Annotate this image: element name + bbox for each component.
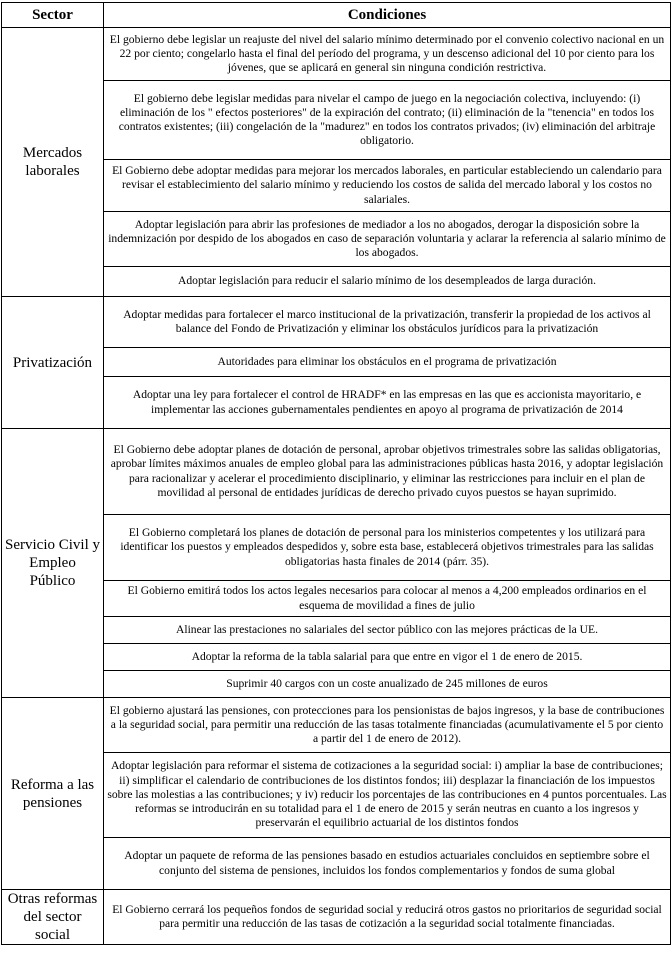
condition-cell: El Gobierno cerrará los pequeños fondos de seguridad social y reducirá otros gastos no prioritarios de seguridad social para permitir una reducción de las tasas de cotización a la seguridad social totalmente financiadas.	[104, 890, 671, 945]
table-row	[2, 429, 671, 515]
condition-cell: El Gobierno debe adoptar planes de dotación de personal, aprobar objetivos trimestrales sobre las salidas obligatorias, aprobar límites máximos anuales de empleo global para las administraciones públicas hasta 2016, y adoptar legislación para racionalizar y acelerar el procedimiento disciplinario, y eliminar las restricciones para incluir en el plan de movilidad al personal de entidades jurídicas de derecho privado cuyos puestos se hayan suprimido.	[104, 429, 671, 515]
table-row	[2, 297, 671, 348]
condition-cell: El Gobierno completará los planes de dotación de personal para los ministerios competentes y los utilizará para identificar los puestos y empleados despedidos y, sobre esta base, establecerá objetivos trimestrales para las salidas obligatorias hasta finales de 2014 (párr. 35).	[104, 515, 671, 581]
table-row	[2, 698, 671, 753]
header-sector: Sector	[2, 3, 104, 28]
table-row	[2, 890, 671, 945]
condition-cell: Adoptar un paquete de reforma de las pensiones basado en estudios actuariales concluidos en septiembre sobre el conjunto del sistema de pensiones, incluidos los fondos complementarios y fondos de suma global	[104, 838, 671, 890]
condition-cell: Adoptar legislación para abrir las profesiones de mediador a los no abogados, derogar la disposición sobre la indemnización por despido de los abogados en caso de separación voluntaria y aclarar la referencia al salario mínimo de los abogados.	[104, 212, 671, 267]
condition-cell: El gobierno ajustará las pensiones, con protecciones para los pensionistas de bajos ingresos, y la base de contribuciones a la seguridad social, para permitir una reducción de las tasas totalmente financiadas (acumulativamente el 5 por ciento a partir del 1 de enero de 2012).	[104, 698, 671, 753]
table-row	[2, 28, 671, 81]
table-header-row	[2, 3, 671, 28]
condition-cell: Adoptar legislación para reducir el salario mínimo de los desempleados de larga duración.	[104, 267, 671, 297]
conditions-table	[1, 2, 671, 945]
condition-cell: El gobierno debe legislar un reajuste del nivel del salario mínimo determinado por el convenio colectivo nacional en un 22 por ciento; congelarlo hasta el final del período del programa, y un descenso adicional del 10 por ciento para los jóvenes, que se aplicará en general sin ninguna condición restrictiva.	[104, 28, 671, 81]
condition-cell: Autoridades para eliminar los obstáculos en el programa de privatización	[104, 348, 671, 377]
condition-cell: Adoptar medidas para fortalecer el marco institucional de la privatización, transferir la propiedad de los activos al balance del Fondo de Privatización y eliminar los obstáculos jurídicos para la privatización	[104, 297, 671, 348]
sector-cell-pension-reform: Reforma a las pensiones	[2, 698, 104, 890]
condition-cell: Adoptar la reforma de la tabla salarial para que entre en vigor el 1 de enero de 2015.	[104, 644, 671, 671]
sector-cell-civil-service: Servicio Civil y Empleo Público	[2, 429, 104, 698]
sector-cell-other-social-reforms: Otras reformas del sector social	[2, 890, 104, 945]
condition-cell: El Gobierno emitirá todos los actos legales necesarios para colocar al menos a 4,200 empleados ordinarios en el esquema de movilidad a fines de julio	[104, 581, 671, 617]
sector-cell-privatization: Privatización	[2, 297, 104, 429]
header-conditions: Condiciones	[104, 3, 671, 28]
condition-cell: El Gobierno debe adoptar medidas para mejorar los mercados laborales, en particular estableciendo un calendario para revisar el establecimiento del salario mínimo y reduciendo los costos de salida del mercado laboral y los costos no salariales.	[104, 160, 671, 212]
condition-cell: El gobierno debe legislar medidas para nivelar el campo de juego en la negociación colectiva, incluyendo: (i) eliminación de los " efectos posteriores" de la expiración del contrato; (ii) eliminación de la "tenencia" en todos los contratos existentes; (iii) congelación de la "madurez" en todos los contratos privados; (iv) eliminación del arbitraje obligatorio.	[104, 81, 671, 160]
condition-cell: Adoptar una ley para fortalecer el control de HRADF* en las empresas en las que es accionista mayoritario, e implementar las acciones gubernamentales pendientes en apoyo al programa de privatización de 2014	[104, 377, 671, 429]
condition-cell: Adoptar legislación para reformar el sistema de cotizaciones a la seguridad social: i) ampliar la base de contribuciones; ii) simplificar el calendario de contribuciones de los distintos fondos; iii) desplazar la financiación de los impuestos sobre las molestias a las contribuciones; y iv) reducir los porcentajes de las contribuciones en 4 puntos porcentuales. Las reformas se introducirán en su totalidad para el 1 de enero de 2015 y serán neutras en cuanto a los ingresos y preservarán el equilibrio actuarial de los distintos fondos	[104, 753, 671, 838]
condition-cell: Alinear las prestaciones no salariales del sector público con las mejores prácticas de la UE.	[104, 617, 671, 644]
sector-cell-labor-markets: Mercados laborales	[2, 28, 104, 297]
condition-cell: Suprimir 40 cargos con un coste anualizado de 245 millones de euros	[104, 671, 671, 698]
